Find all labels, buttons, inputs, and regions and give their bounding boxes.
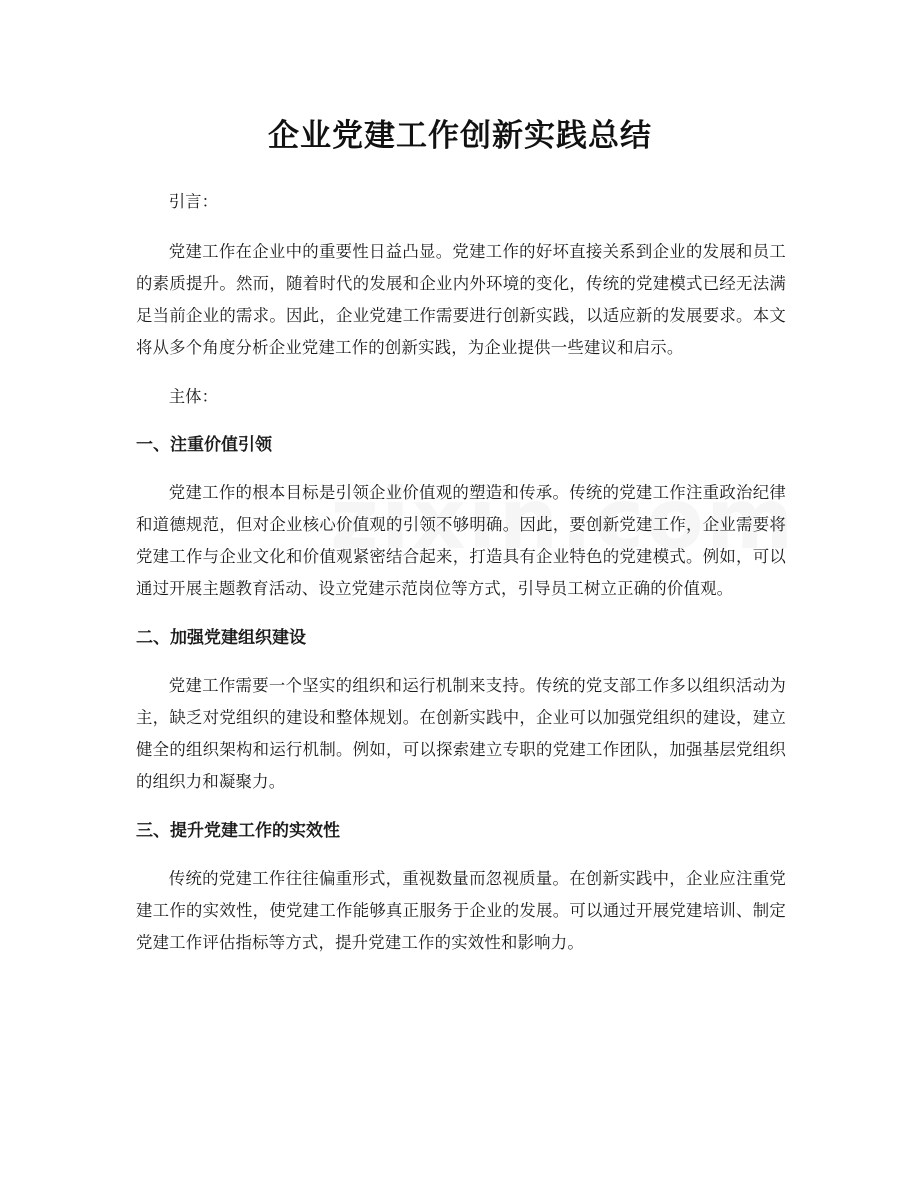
intro-label: 引言：: [168, 192, 218, 211]
document-body: [136, 186, 786, 959]
section-paragraph-1: 党建工作的根本目标是引领企业价值观的塑造和传承。传统的党建工作注重政治纪律和道德规范，但对企业核心价值观的引领不够明确。因此，要创新党建工作，企业需要将党建工作与企业文化和价值观紧密结合起来，打造具有企业特色的党建模式。例如，可以通过开展主题教育活动、设立党建示范岗位等方式，引导员工树立正确的价值观。: [136, 483, 786, 598]
section-heading-3: 三、提升党建工作的实效性: [136, 821, 340, 841]
section-heading-2: 二、加强党建组织建设: [136, 628, 306, 648]
body-label: 主体：: [168, 387, 218, 406]
page-title: 企业党建工作创新实践总结: [268, 118, 652, 154]
section-paragraph-2: 党建工作需要一个坚实的组织和运行机制来支持。传统的党支部工作多以组织活动为主，缺乏对党组织的建设和整体规划。在创新实践中，企业可以加强党组织的建设，建立健全的组织架构和运行机制。例如，可以探索建立专职的党建工作团队，加强基层党组织的组织力和凝聚力。: [136, 676, 786, 791]
section-heading-1: 一、注重价值引领: [136, 435, 272, 455]
intro-paragraph: 党建工作在企业中的重要性日益凸显。党建工作的好坏直接关系到企业的发展和员工的素质提升。然而，随着时代的发展和企业内外环境的变化，传统的党建模式已经无法满足当前企业的需求。因此，企业党建工作需要进行创新实践，以适应新的发展要求。本文将从多个角度分析企业党建工作的创新实践，为企业提供一些建议和启示。: [136, 242, 786, 357]
section-paragraph-3: 传统的党建工作往往偏重形式，重视数量而忽视质量。在创新实践中，企业应注重党建工作的实效性，使党建工作能够真正服务于企业的发展。可以通过开展党建培训、制定党建工作评估指标等方式，提升党建工作的实效性和影响力。: [136, 869, 786, 952]
